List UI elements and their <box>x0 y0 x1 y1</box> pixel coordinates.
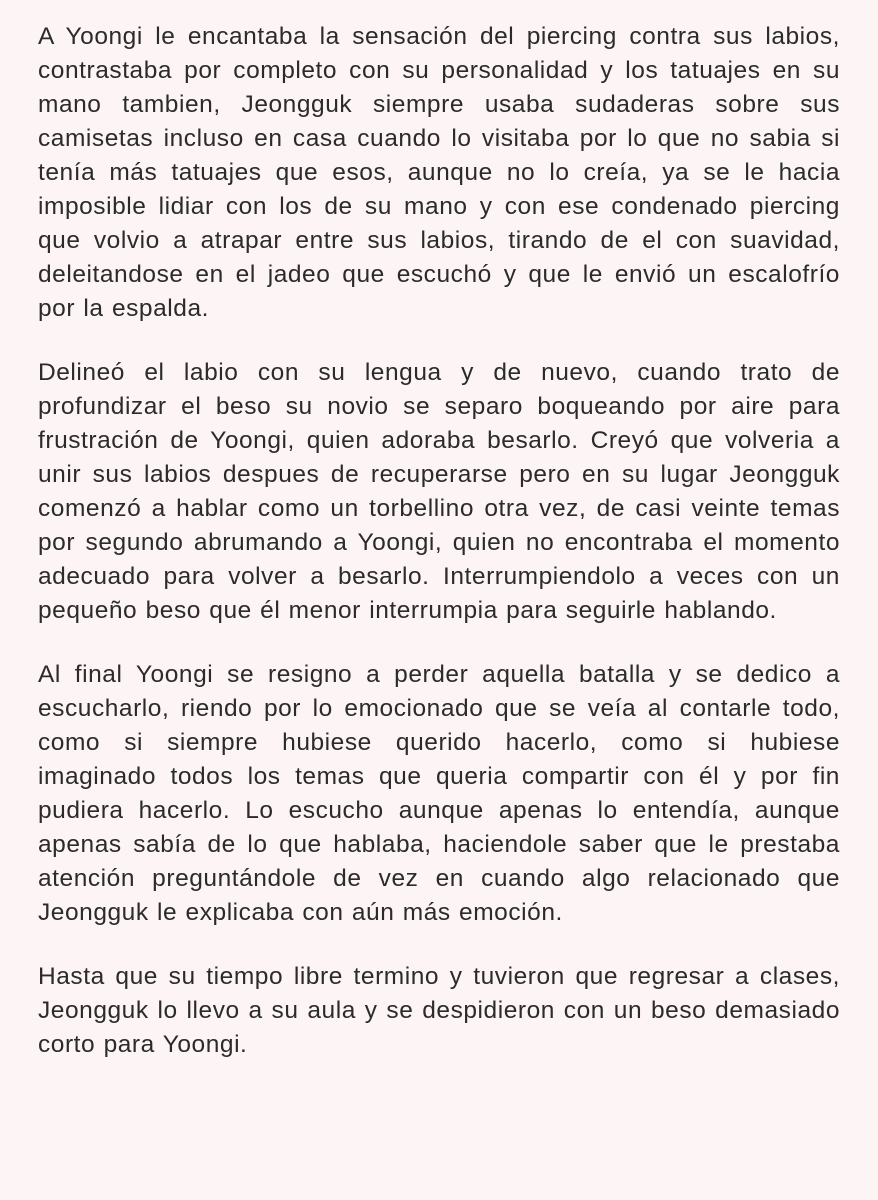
story-paragraph-2: Delineó el labio con su lengua y de nuevo, cuando trato de profundizar el beso su novio se separo boqueando por aire para frustración de Yoongi, quien adoraba besarlo. Creyó que volveria a unir sus labios despues de recuperarse pero en su lugar Jeongguk comenzó a hablar como un torbellino otra vez, de casi veinte temas por segundo abrumando a Yoongi, quien no encontraba el momento adecuado para volver a besarlo. Interrumpiendolo a veces con un pequeño beso que él menor interrumpia para seguirle hablando. <box>38 359 840 624</box>
story-paragraph-1: A Yoongi le encantaba la sensación del piercing contra sus labios, contrastaba por completo con su personalidad y los tatuajes en su mano tambien, Jeongguk siempre usaba sudaderas sobre sus camisetas incluso en casa cuando lo visitaba por lo que no sabia si tenía más tatuajes que esos, aunque no lo creía, ya se le hacia imposible lidiar con los de su mano y con ese condenado piercing que volvio a atrapar entre sus labios, tirando de el con suavidad, deleitandose en el jadeo que escuchó y que le envió un escalofrío por la espalda. <box>38 23 840 322</box>
story-paragraph-4: Hasta que su tiempo libre termino y tuvieron que regresar a clases, Jeongguk lo llevo a su aula y se despidieron con un beso demasiado corto para Yoongi. <box>38 963 840 1058</box>
story-paragraph-3: Al final Yoongi se resigno a perder aquella batalla y se dedico a escucharlo, riendo por lo emocionado que se veía al contarle todo, como si siempre hubiese querido hacerlo, como si hubiese imaginado todos los temas que queria compartir con él y por fin pudiera hacerlo. Lo escucho aunque apenas lo entendía, aunque apenas sabía de lo que hablaba, haciendole saber que le prestaba atención preguntándole de vez en cuando algo relacionado que Jeongguk le explicaba con aún más emoción. <box>38 661 840 926</box>
